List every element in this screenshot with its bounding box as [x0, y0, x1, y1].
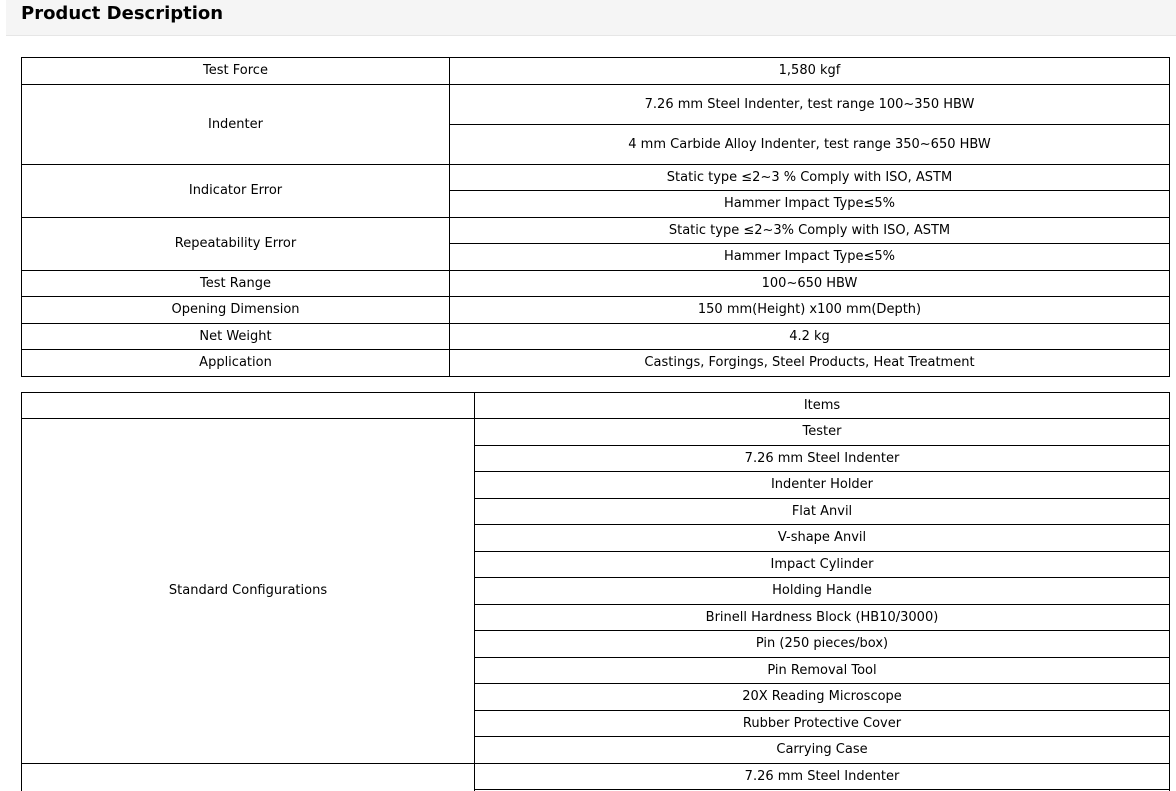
spec-value: Hammer Impact Type≤5% — [450, 244, 1170, 271]
config-table — [21, 392, 1170, 791]
spec-row-net-weight — [22, 324, 1170, 350]
spec-row-opening-dimension — [22, 297, 1170, 324]
spec-label: Opening Dimension — [22, 297, 450, 324]
spec-label: Application — [22, 350, 450, 377]
spec-row-test-force — [22, 58, 1170, 85]
config-item: Impact Cylinder — [475, 552, 1170, 578]
spec-value: 4 mm Carbide Alloy Indenter, test range 350~650 HBW — [450, 125, 1170, 165]
config-item: Brinell Hardness Block (HB10/3000) — [475, 605, 1170, 631]
spec-row-test-range — [22, 271, 1170, 297]
config-header-left — [22, 393, 475, 419]
config-item: 7.26 mm Steel Indenter — [475, 764, 1170, 790]
spec-row-repeatability-error — [22, 218, 1170, 244]
spec-label: Test Range — [22, 271, 450, 297]
config-item: Rubber Protective Cover — [475, 711, 1170, 737]
config-item: Indenter Holder — [475, 472, 1170, 499]
spec-label: Test Force — [22, 58, 450, 85]
spec-value: Hammer Impact Type≤5% — [450, 191, 1170, 218]
spec-label: Indicator Error — [22, 165, 450, 218]
spec-value: 1,580 kgf — [450, 58, 1170, 85]
section-title: Product Description — [21, 3, 224, 24]
config-item: Tester — [475, 419, 1170, 446]
config-group-label: Standard Configurations — [22, 419, 475, 764]
config-item: Holding Handle — [475, 578, 1170, 605]
config-item: Pin Removal Tool — [475, 658, 1170, 684]
spec-value: 7.26 mm Steel Indenter, test range 100~350 HBW — [450, 85, 1170, 125]
spec-row-indicator-error — [22, 165, 1170, 191]
spec-value: Static type ≤2~3% Comply with ISO, ASTM — [450, 218, 1170, 244]
config-item: 7.26 mm Steel Indenter — [475, 446, 1170, 472]
config-group-label — [22, 764, 475, 791]
spec-label: Net Weight — [22, 324, 450, 350]
spec-label: Repeatability Error — [22, 218, 450, 271]
spec-table — [21, 57, 1170, 377]
config-header-items: Items — [475, 393, 1170, 419]
spec-value: Static type ≤2~3 % Comply with ISO, ASTM — [450, 165, 1170, 191]
config-item: Pin (250 pieces/box) — [475, 631, 1170, 658]
config-item: 20X Reading Microscope — [475, 684, 1170, 711]
spec-row-indenter — [22, 85, 1170, 125]
config-item: V-shape Anvil — [475, 525, 1170, 552]
spec-value: Castings, Forgings, Steel Products, Heat Treatment — [450, 350, 1170, 377]
spec-row-application — [22, 350, 1170, 377]
spec-value: 100~650 HBW — [450, 271, 1170, 297]
spec-label: Indenter — [22, 85, 450, 165]
spec-value: 150 mm(Height) x100 mm(Depth) — [450, 297, 1170, 324]
config-item: Carrying Case — [475, 737, 1170, 764]
config-item-row — [22, 419, 1170, 446]
section-header — [6, 0, 1176, 36]
spec-value: 4.2 kg — [450, 324, 1170, 350]
config-item-row — [22, 764, 1170, 790]
config-item: Flat Anvil — [475, 499, 1170, 525]
config-header-row — [22, 393, 1170, 419]
